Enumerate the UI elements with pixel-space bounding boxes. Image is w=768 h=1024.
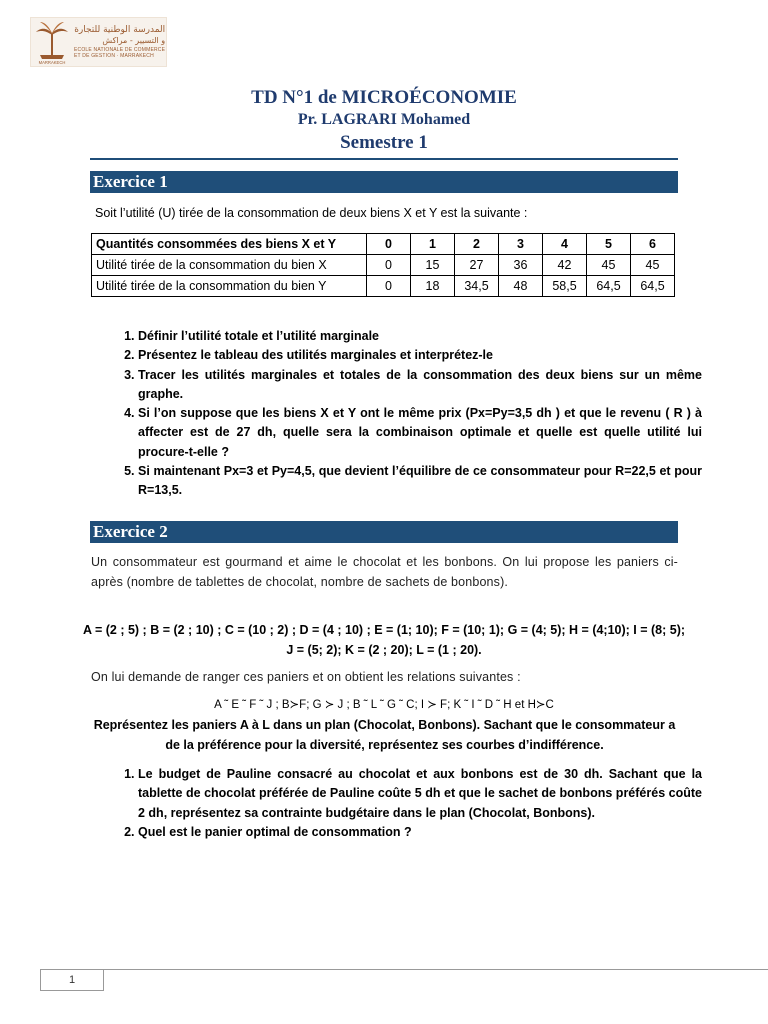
logo-arabic-line1: المدرسة الوطنية للتجارة — [74, 24, 166, 35]
table-cell: 45 — [587, 255, 631, 276]
table-cell: 34,5 — [455, 276, 499, 297]
exercise2-intro: Un consommateur est gourmand et aime le chocolat et les bonbons. On lui propose les paniers ci-après (nombre de tablettes de chocolat, nombre de sachets de bonbons). — [91, 555, 678, 589]
logo-arabic-line2: و التسيير - مراكش — [102, 35, 166, 45]
table-cell: 3 — [499, 234, 543, 255]
ranking-intro: On lui demande de ranger ces paniers et on obtient les relations suivantes : — [91, 670, 521, 684]
semester-label: Semestre 1 — [340, 132, 428, 153]
represent-instruction: Représentez les paniers A à L dans un plan (Chocolat, Bonbons). Sachant que le consommateur a de la préférence pour la diversité, représentez ses courbes d’indifférence. — [93, 718, 676, 752]
page-number: 1 — [68, 974, 76, 986]
question-item: 1. Le budget de Pauline consacré au chocolat et aux bonbons est de 30 dh. Sachant que la tablette de chocolat préférée de Pauline coûte 5 dh et que le sachet de bonbons préférés coûte 2 dh, représentez sa contrainte budgétaire dans le plan (Chocolat, Bonbons). — [138, 765, 702, 823]
baskets-list: A = (2 ; 5) ; B = (2 ; 10) ; C = (10 ; 2) ; D = (4 ; 10) ; E = (1; 10); F = (10; 1); G = (4; 5); H = (4;10); I = (8; 5); J = (5; 2); K = (2 ; 20); L = (1 ; 20). — [82, 623, 686, 657]
logo-city: MARRAKECH — [38, 60, 66, 65]
question-item: 1. Définir l’utilité totale et l’utilité marginale — [138, 327, 702, 346]
table-header-label: Quantités consommées des biens X et Y — [92, 234, 367, 255]
table-cell: 48 — [499, 276, 543, 297]
table-row — [92, 276, 675, 297]
table-cell: 45 — [631, 255, 675, 276]
footer-divider — [40, 969, 768, 970]
table-cell: 58,5 — [543, 276, 587, 297]
table-cell: 36 — [499, 255, 543, 276]
table-cell: 6 — [631, 234, 675, 255]
table-cell: 5 — [587, 234, 631, 255]
table-header-row — [92, 234, 675, 255]
question-item: 5. Si maintenant Px=3 et Py=4,5, que devient l’équilibre de ce consommateur pour R=22,5 et pour R=13,5. — [138, 462, 702, 501]
logo-text — [74, 26, 165, 59]
logo-french-line1: ECOLE NATIONALE DE COMMERCE — [74, 46, 166, 53]
exercise2-questions — [113, 765, 702, 842]
table-cell: 2 — [455, 234, 499, 255]
school-logo — [30, 17, 167, 67]
exercise2-heading: Exercice 2 — [90, 521, 678, 543]
table-cell: 42 — [543, 255, 587, 276]
utility-table — [91, 233, 675, 297]
table-cell: 0 — [367, 276, 411, 297]
exercise1-heading: Exercice 1 — [90, 171, 678, 193]
question-item: 4. Si l’on suppose que les biens X et Y ont le même prix (Px=Py=3,5 dh ) et que le revenu ( R ) à affecter est de 27 dh, quelle sera la combinaison optimale et quelle est quelle utilité lui procure-t-elle ? — [138, 404, 702, 462]
table-row — [92, 255, 675, 276]
table-cell: 1 — [411, 234, 455, 255]
title-divider — [90, 158, 678, 160]
question-item: 2. Quel est le panier optimal de consommation ? — [138, 823, 702, 842]
table-cell: 18 — [411, 276, 455, 297]
table-cell: 64,5 — [587, 276, 631, 297]
table-cell: 0 — [367, 234, 411, 255]
table-cell: 15 — [411, 255, 455, 276]
professor-name: Pr. LAGRARI Mohamed — [297, 111, 471, 128]
question-item: 2. Présentez le tableau des utilités marginales et interprétez-le — [138, 346, 702, 365]
table-cell: 27 — [455, 255, 499, 276]
logo-french-line2: ET DE GESTION · MARRAKECH — [74, 52, 154, 59]
table-row-label: Utilité tirée de la consommation du bien X — [92, 255, 367, 276]
table-row-label: Utilité tirée de la consommation du bien Y — [92, 276, 367, 297]
exercise1-questions — [113, 327, 702, 501]
palm-emblem-icon — [34, 19, 70, 65]
question-item: 3. Tracer les utilités marginales et totales de la consommation des deux biens sur un même graphe. — [138, 366, 702, 405]
table-cell: 0 — [367, 255, 411, 276]
document-title: TD N°1 de MICROÉCONOMIE — [251, 87, 517, 108]
table-cell: 4 — [543, 234, 587, 255]
exercise1-intro: Soit l’utilité (U) tirée de la consommation de deux biens X et Y est la suivante : — [95, 206, 528, 220]
table-cell: 64,5 — [631, 276, 675, 297]
preference-relations: A ˜ E ˜ F ˜ J ; B≻F; G ≻ J ; B ˜ L ˜ G ˜ C; I ≻ F; K ˜ I ˜ D ˜ H et H≻C — [214, 699, 554, 711]
